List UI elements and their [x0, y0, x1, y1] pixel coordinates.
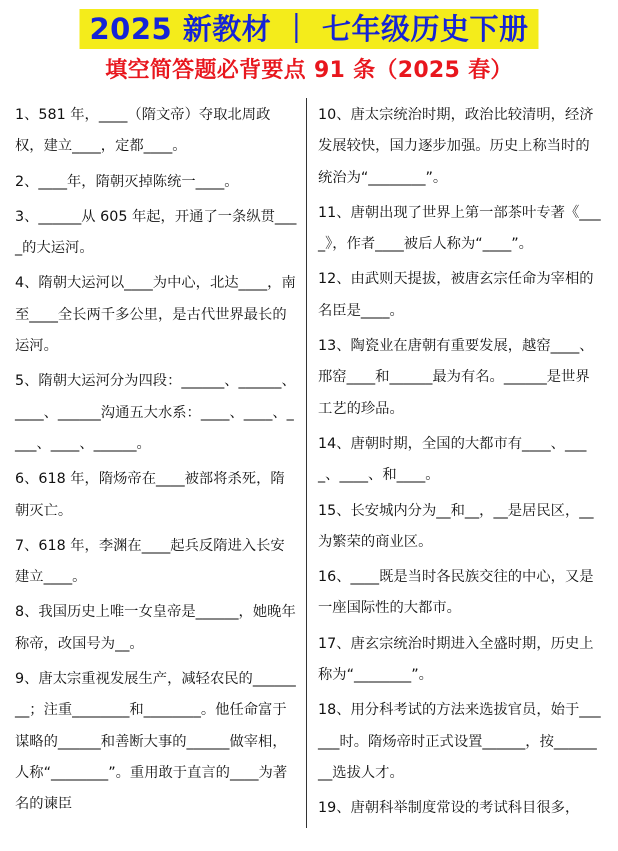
- question-5: 5、隋朝大运河分为四段：______、______、____、______沟通五大水系：____、____、____、____、______。: [15, 373, 296, 452]
- question-4: 4、隋朝大运河以____为中心，北达____，南至____全长两千多公里，是古代世界最长的运河。: [15, 275, 296, 355]
- question-7: 7、618 年，李渊在____起兵反隋进入长安建立____。: [15, 537, 285, 586]
- question-1: 1、581 年，____（隋文帝）夺取北周政权，建立____，定都____。: [15, 107, 271, 155]
- subtitle: 填空简答题必背要点 91 条（2025 春）: [105, 58, 513, 83]
- question-2: 2、____年，隋朝灭掉陈统一____。: [15, 173, 239, 190]
- question-3: 3、______从 605 年起，开通了一条纵贯____的大运河。: [15, 208, 297, 257]
- question-14: 14、唐朝时期，全国的大都市有____、____、____、和____。: [318, 435, 587, 484]
- question-6: 6、618 年，隋炀帝在____被部将杀死，隋朝灭亡。: [15, 471, 285, 519]
- left-column: [15, 100, 298, 825]
- question-16: 16、____既是当时各民族交往的中心，又是一座国际性的大都市。: [318, 569, 594, 617]
- question-10: 10、唐太宗统治时期，政治比较清明，经济发展较快，国力逐步加强。历史上称当时的统治为“________”。: [318, 107, 594, 186]
- column-divider: [306, 98, 307, 828]
- question-12: 12、由武则天提拔，被唐玄宗任命为宰相的名臣是____。: [318, 271, 594, 319]
- question-19: 19、唐朝科举制度常设的考试科目很多，: [318, 800, 580, 817]
- question-17: 17、唐玄宗统治时期进入全盛时期，历史上称为“________”。: [318, 635, 594, 684]
- question-11: 11、唐朝出现了世界上第一部茶叶专著《____》，作者____被后人称为“____”。: [318, 204, 601, 253]
- right-column: [318, 100, 603, 829]
- question-18: 18、用分科考试的方法来选拔官员，始于______时。隋炀帝时正式设置______，按________选拔人才。: [318, 702, 601, 781]
- question-13: 13、陶瓷业在唐朝有重要发展，越窑____、邢窑____和______最为有名。______是世界工艺的珍品。: [318, 338, 594, 417]
- main-title: 2025 新教材 ｜ 七年级历史下册: [79, 9, 538, 49]
- question-8: 8、我国历史上唯一女皇帝是______，她晚年称帝，改国号为__。: [15, 604, 296, 652]
- question-15: 15、长安城内分为__和__，__是居民区，__为繁荣的商业区。: [318, 502, 594, 550]
- question-9: 9、唐太宗重视发展生产，减轻农民的________；注重________和________。他任命富于谋略的______和善断大事的______做宰相，人称“________”。重用敢于直言的____为著名的谏臣: [15, 671, 296, 813]
